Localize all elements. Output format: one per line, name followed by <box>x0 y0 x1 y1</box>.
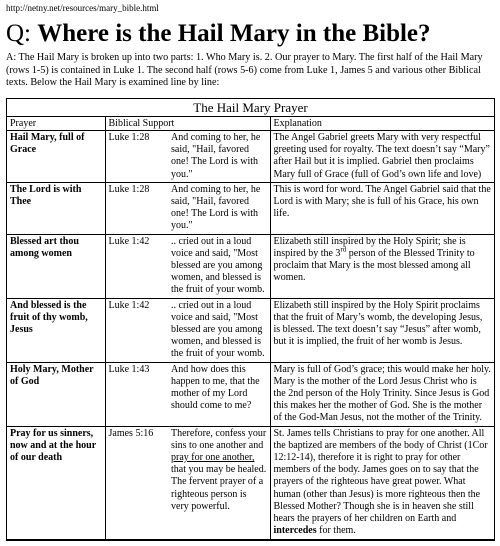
reference-cell: James 5:16 <box>105 426 168 539</box>
quote-cell: .. cried out in a loud voice and said, "Most blessed are you among women, and blessed is the fruit of your womb. <box>168 234 270 298</box>
prayer-cell: Blessed art thou among women <box>7 234 105 298</box>
question-text: Where is the Hail Mary in the Bible? <box>37 20 431 47</box>
header-biblical-support: Biblical Support <box>105 117 270 131</box>
reference-cell: Luke 1:43 <box>105 362 168 426</box>
intro-text: A: The Hail Mary is broken up into two parts: 1. Who Mary is. 2. Our prayer to Mary. The first half of the Hail Mary (rows 1-5) is contained in Luke 1. The second half (rows 5-6) come from Luke 1, James 5 and various other Biblical texts. Below the Hail Mary is examined line by line: <box>6 52 483 88</box>
page-title <box>6 20 494 48</box>
table-title: The Hail Mary Prayer <box>7 99 494 117</box>
explanation-cell: The Angel Gabriel greets Mary with very respectful greeting used for royalty. The text doesn’t say “Mary” after Hail but it is implied. Gabriel then proclaims Mary full of Grace (full of God’s own life and love) <box>270 131 494 183</box>
quote-cell: And coming to her, he said, "Hail, favored one! The Lord is with you." <box>168 182 270 234</box>
table-header-row <box>7 117 494 131</box>
table-row <box>7 182 494 234</box>
explanation-part: for them. <box>316 525 356 537</box>
bold-word: intercedes <box>273 525 317 537</box>
reference-cell: Luke 1:42 <box>105 234 168 298</box>
reference-cell: Luke 1:42 <box>105 298 168 362</box>
table-row <box>7 131 494 183</box>
prayer-cell: Pray for us sinners, now and at the hour of our death <box>7 426 105 539</box>
prayer-cell: Holy Mary, Mother of God <box>7 362 105 426</box>
question-prefix: Q: <box>6 20 38 47</box>
explanation-cell <box>270 234 494 298</box>
explanation-cell <box>270 426 494 539</box>
header-explanation: Explanation <box>270 117 494 131</box>
reference-cell: Luke 1:28 <box>105 182 168 234</box>
page-url: http://netny.net/resources/mary_bible.html <box>6 3 159 13</box>
explanation-part: Elizabeth still inspired by the Holy Spirit; she is inspired by the 3 <box>273 235 466 259</box>
prayer-cell: The Lord is with Thee <box>7 182 105 234</box>
explanation-part: St. James tells Christians to pray for one another. All the baptized are members of the body of Christ (1Cor 12:12-14), therefore it is right to pray for other members of the body. James goes on to say that the prayers of the righteous have great power. What human (other than Jesus) is more righteous then the Blessed Mother? Though she is in heaven she still hears the prayers of her children on Earth and <box>273 427 488 525</box>
explanation-part: person of the Blessed Trinity to proclaim that Mary is the most blessed among all women. <box>273 247 475 284</box>
explanation-cell: Mary is full of God’s grace; this would make her holy. Mary is the mother of the Lord Jesus Christ who is the 2nd person of the Holy Trinity. Since Jesus is God this makes her the mother of God. She is the mother of the God-Man Jesus, not the mother of the Trinity. <box>270 362 494 426</box>
prayer-cell: And blessed is the fruit of thy womb, Jesus <box>7 298 105 362</box>
table-row <box>7 298 494 362</box>
reference-cell: Luke 1:28 <box>105 131 168 183</box>
table-row <box>7 362 494 426</box>
superscript-ordinal: rd <box>340 245 347 254</box>
quote-cell: And coming to her, he said, "Hail, favored one! The Lord is with you." <box>168 131 270 183</box>
quote-cell: And how does this happen to me, that the mother of my Lord should come to me? <box>168 362 270 426</box>
table-row <box>7 234 494 298</box>
quote-part: that you may be healed. The fervent prayer of a righteous person is very powerful. <box>171 464 267 512</box>
underlined-quote: pray for one another, <box>171 452 255 464</box>
prayer-cell: Hail Mary, full of Grace <box>7 131 105 183</box>
hail-mary-table <box>6 98 495 541</box>
quote-part: Therefore, confess your sins to one another and <box>171 427 267 451</box>
header-prayer: Prayer <box>7 117 105 131</box>
quote-cell <box>168 426 270 539</box>
prayer-table <box>7 117 494 540</box>
explanation-cell: This is word for word. The Angel Gabriel said that the Lord is with Mary; she is full of his Grace, his own life. <box>270 182 494 234</box>
table-row <box>7 426 494 539</box>
explanation-cell: Elizabeth still inspired by the Holy Spirit proclaims that the fruit of Mary’s womb, the developing Jesus, is blessed. The text doesn’t say “Jesus” after womb, but it is implied, the fruit of her womb is Jesus. <box>270 298 494 362</box>
intro-paragraph <box>6 52 494 90</box>
quote-cell: .. cried out in a loud voice and said, "Most blessed are you among women, and blessed is the fruit of your womb. <box>168 298 270 362</box>
